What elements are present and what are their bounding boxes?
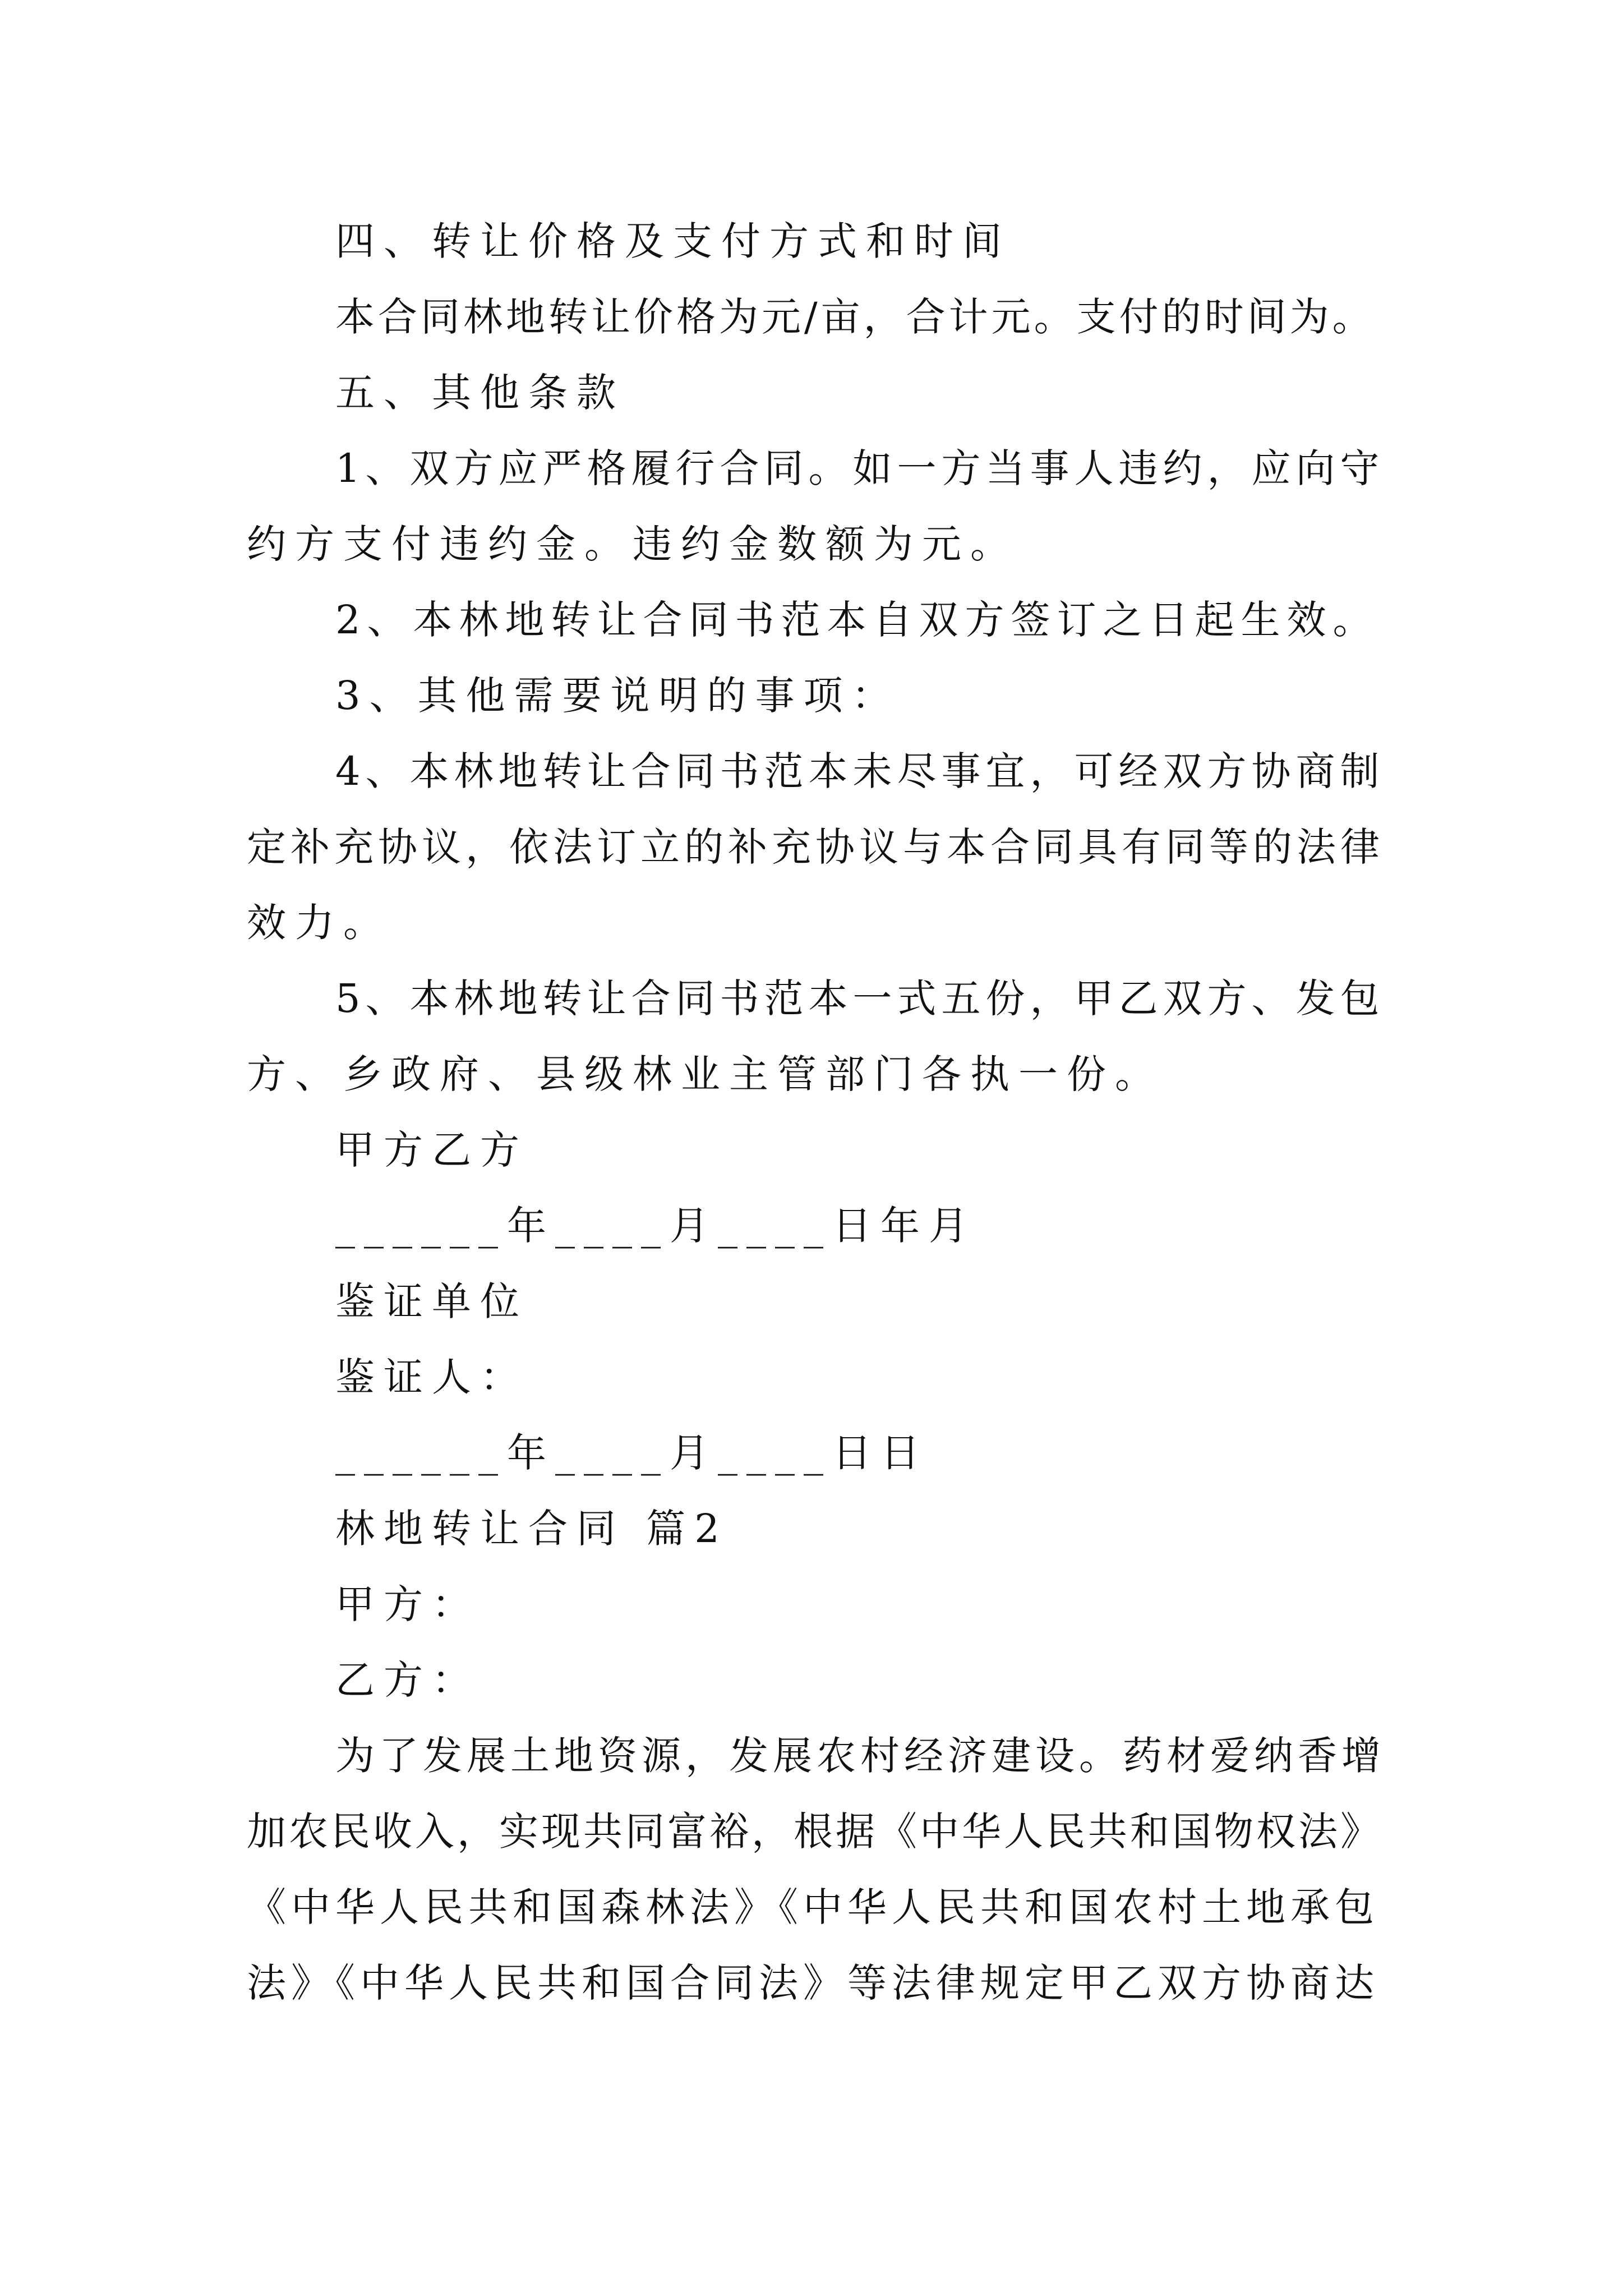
paragraph-line: 加农民收入，实现共同富裕，根据《中华人民共和国物权法》 xyxy=(247,1809,1382,1855)
paragraph-line: 效力。 xyxy=(247,900,391,946)
paragraph-line: 4、本林地转让合同书范本未尽事宜，可经双方协商制 xyxy=(335,748,1385,794)
signature-date-line: ______年____月____日年月 xyxy=(335,1203,977,1249)
paragraph-line: 1、双方应严格履行合同。如一方当事人违约，应向守 xyxy=(335,445,1385,491)
witness-date-line: ______年____月____日日 xyxy=(335,1430,929,1476)
signature-parties-label: 甲方乙方 xyxy=(335,1127,528,1173)
paragraph-line: 本合同林地转让价格为元/亩，合计元。支付的时间为。 xyxy=(335,294,1375,340)
section-heading-other-terms: 五、其他条款 xyxy=(335,370,625,416)
section-heading-price-payment: 四、转让价格及支付方式和时间 xyxy=(335,218,1011,264)
paragraph-line: 为了发展土地资源，发展农村经济建设。药材爱纳香增 xyxy=(335,1733,1385,1779)
paragraph-line: 法》《中华人民共和国合同法》等法律规定甲乙双方协商达 xyxy=(247,1960,1379,2006)
party-b-label: 乙方： xyxy=(335,1657,480,1703)
paragraph-line: 约方支付违约金。违约金数额为元。 xyxy=(247,521,1018,567)
paragraph-line: 5、本林地转让合同书范本一式五份，甲乙双方、发包 xyxy=(335,976,1385,1022)
party-a-label: 甲方： xyxy=(335,1581,480,1627)
witness-person-label: 鉴证人： xyxy=(335,1354,528,1400)
paragraph-line: 定补充协议，依法订立的补充协议与本合同具有同等的法律 xyxy=(247,824,1384,870)
contract-title-part-2: 林地转让合同 篇2 xyxy=(335,1506,728,1552)
paragraph-line: 方、乡政府、县级林业主管部门各执一份。 xyxy=(247,1051,1163,1097)
paragraph-line: 3、其他需要说明的事项： xyxy=(335,673,900,719)
paragraph-line: 《中华人民共和国森林法》《中华人民共和国农村土地承包 xyxy=(247,1884,1379,1930)
paragraph-line: 2、本林地转让合同书范本自双方签订之日起生效。 xyxy=(335,597,1379,643)
witness-unit-label: 鉴证单位 xyxy=(335,1278,528,1324)
